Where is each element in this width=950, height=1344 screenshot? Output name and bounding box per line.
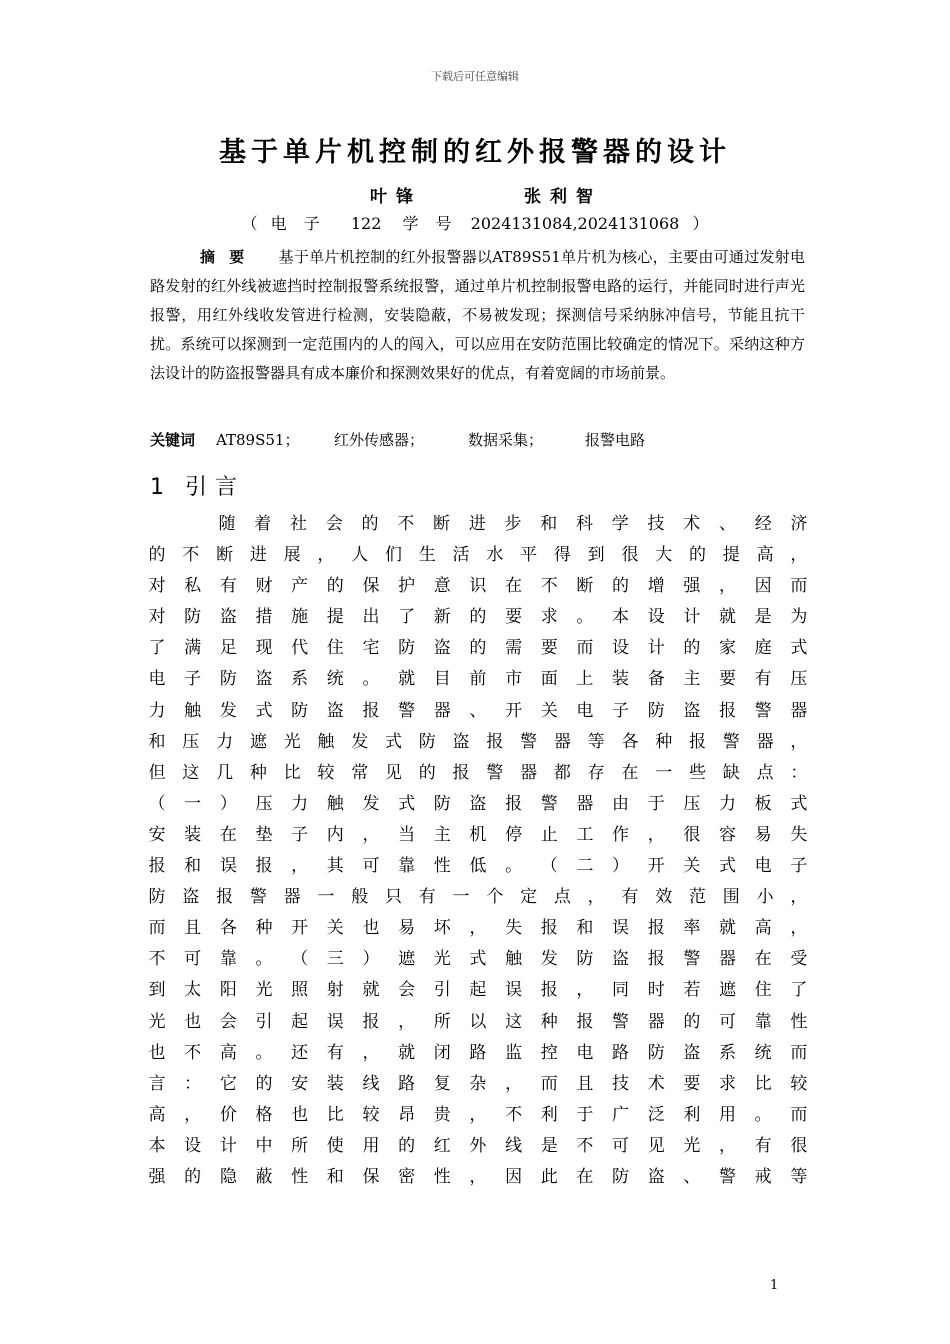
affiliation-ids: 2024131084,2024131068 [470,214,680,233]
keyword-item: 红外传感器； [334,431,425,449]
author-2: 张利智 [524,187,602,207]
body-line: 电 子 防 盗 系 统 。 就 目 前 市 面 上 装 备 主 要 有 压 [148,669,808,690]
body-line: 了 满 足 现 代 住 宅 防 盗 的 需 要 而 设 计 的 家 庭 式 [148,638,808,659]
affiliation-open: （ [241,214,258,233]
body-line: 也 不 高 。 还 有 ， 就 闭 路 监 控 电 路 防 盗 系 统 而 [148,1042,808,1063]
affiliation-class: 122 [350,214,382,233]
page-header-note: 下载后可任意编辑 [431,70,519,83]
author-1: 叶锋 [370,187,422,207]
body-line: 随 着 社 会 的 不 断 进 步 和 科 学 技 术 、 经 济 [218,514,808,534]
keywords-label: 关键词 [150,431,196,449]
body-line: 强 的 隐 蔽 性 和 保 密 性 ， 因 此 在 防 盗 、 警 戒 等 [148,1166,808,1187]
body-line: 言 ： 它 的 安 装 线 路 复 杂 ， 而 且 技 术 要 求 比 较 [148,1073,808,1094]
keyword-item: 报警电路 [585,431,646,449]
keywords [150,429,646,450]
paper-title: 基于单片机控制的红外报警器的设计 [219,137,731,168]
abstract [150,243,805,388]
affiliation [0,211,950,234]
affiliation-close: ） [692,214,709,233]
body-line: 到 太 阳 光 照 射 就 会 引 起 误 报 ， 同 时 若 遮 住 了 [148,980,808,1001]
body-line: （ 一 ） 压 力 触 发 式 防 盗 报 警 器 由 于 压 力 板 式 [148,793,808,814]
keyword-item: AT89S51； [216,431,300,449]
abstract-text: 基于单片机控制的红外报警器以AT89S51单片机为核心，主要由可通过发射电路发射的红外线被遮挡时控制报警系统报警，通过单片机控制报警电路的运行，并能同时进行声光报警，用红外线收发管进行检测，安装隐蔽，不易被发现；探测信号采纳脉冲信号，节能且抗干扰。系统可以探测到一定范围内的人的闯入，可以应用在安防范围比较确定的情况下。采纳这种方法设计的防盗报警器具有成本廉价和探测效果好的优点，有着宽阔的市场前景。 [150,248,805,382]
abstract-label: 摘要 [200,248,259,266]
affiliation-label: 学 号 [402,214,458,233]
section-number: 1 [150,475,164,500]
body-line: 不 可 靠 。 （ 三 ） 遮 光 式 触 发 防 盗 报 警 器 在 受 [148,949,808,970]
body-line: 报 和 误 报 ， 其 可 靠 性 低 。 （ 二 ） 开 关 式 电 子 [148,856,808,877]
body-line: 安 装 在 垫 子 内 ， 当 主 机 停 止 工 作 ， 很 容 易 失 [148,824,808,845]
body-line: 防 盗 报 警 器 一 般 只 有 一 个 定 点 ， 有 效 范 围 小 ， [148,887,808,908]
body-line: 光 也 会 引 起 误 报 ， 所 以 这 种 报 警 器 的 可 靠 性 [148,1011,808,1032]
section-heading [150,470,245,501]
body-line: 对 私 有 财 产 的 保 护 意 识 在 不 断 的 增 强 ， 因 而 [148,576,808,597]
body-line: 和 压 力 遮 光 触 发 式 防 盗 报 警 器 等 各 种 报 警 器 ， [148,731,808,752]
keyword-item: 数据采集； [468,431,544,449]
section-title: 引言 [185,475,246,500]
body-line: 但 这 几 种 比 较 常 见 的 报 警 器 都 存 在 一 些 缺 点 ： [148,762,808,783]
body-line: 高 ， 价 格 也 比 较 昂 贵 ， 不 利 于 广 泛 利 用 。 而 [148,1104,808,1125]
page-number: 1 [770,1278,779,1293]
body-line: 力 触 发 式 防 盗 报 警 器 、 开 关 电 子 防 盗 报 警 器 [148,700,808,721]
affiliation-dept: 电 子 [270,214,326,233]
section-body [148,509,808,1193]
body-line: 而 且 各 种 开 关 也 易 坏 ， 失 报 和 误 报 率 就 高 ， [148,918,808,939]
body-line: 的 不 断 进 展 ， 人 们 生 活 水 平 得 到 很 大 的 提 高 ， [148,545,808,566]
body-line: 本 设 计 中 所 使 用 的 红 外 线 是 不 可 见 光 ， 有 很 [148,1135,808,1156]
body-line: 对 防 盗 措 施 提 出 了 新 的 要 求 。 本 设 计 就 是 为 [148,607,808,628]
